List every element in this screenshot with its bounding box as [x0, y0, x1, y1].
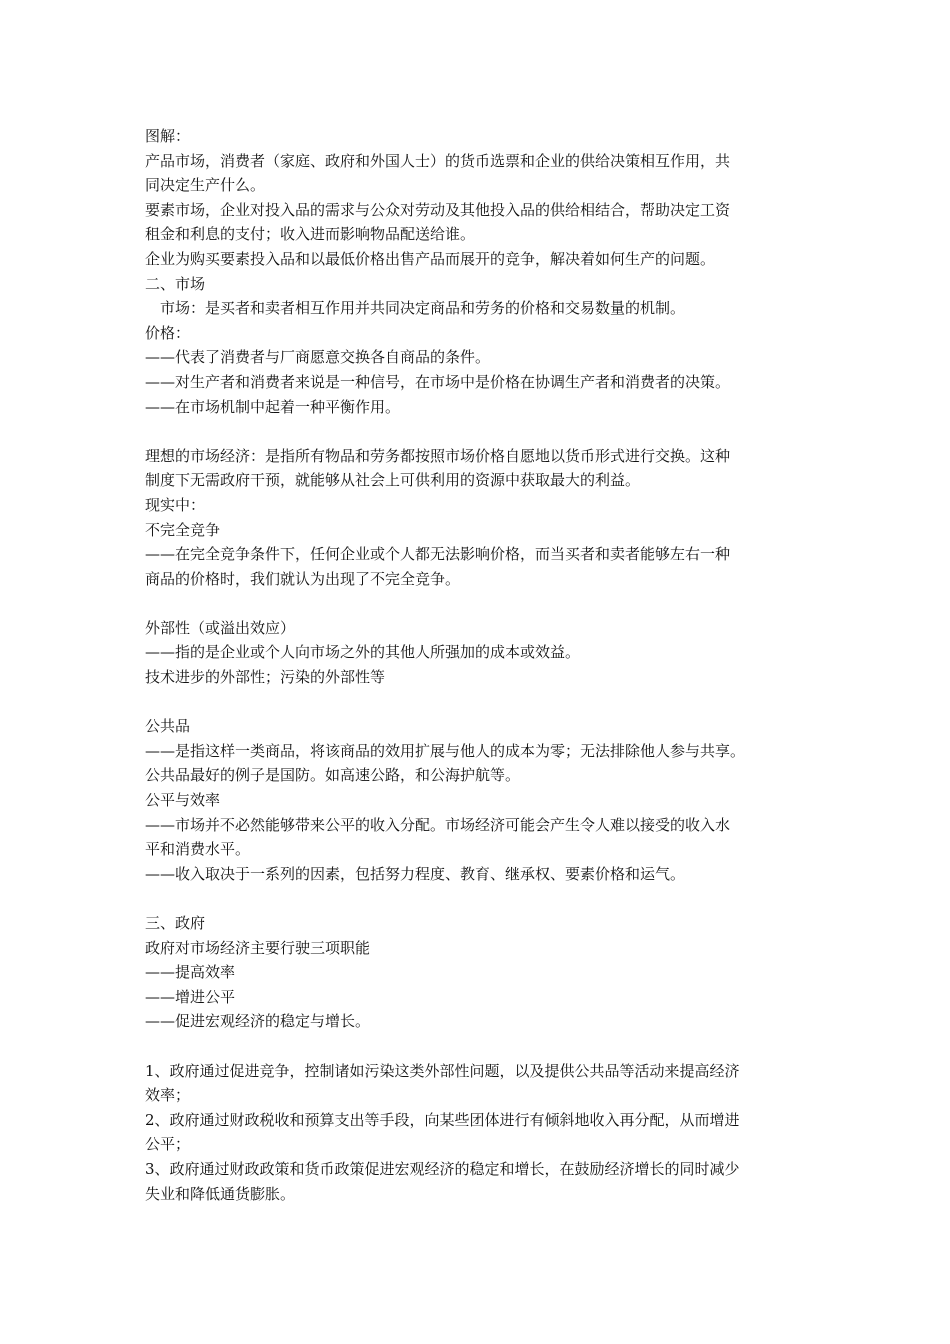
market-heading: 二、市场 — [145, 274, 206, 293]
public-goods-item: ——是指这样一类商品，将该商品的效用扩展与他人的成本为零；无法排除他人参与共享。 — [145, 741, 746, 760]
numbered-item-3-line-2: 失业和降低通货膨胀。 — [145, 1184, 296, 1203]
public-goods-heading: 公共品 — [145, 717, 191, 736]
competition-line: 企业为购买要素投入品和以最低价格出售产品而展开的竞争，解决着如何生产的问题。 — [145, 249, 716, 268]
blank-line — [145, 690, 825, 715]
blank-line — [145, 886, 825, 911]
numbered-item-1-line-1: 1、政府通过促进竞争，控制诸如污染这类外部性问题，以及提供公共品等活动来提高经济 — [145, 1061, 740, 1080]
document-page — [145, 124, 825, 1206]
blank-line — [145, 419, 825, 444]
externality-item: ——指的是企业或个人向市场之外的其他人所强加的成本或效益。 — [145, 643, 581, 662]
blank-line — [145, 1034, 825, 1059]
government-function: ——促进宏观经济的稳定与增长。 — [145, 1012, 371, 1031]
equity-line-3: ——收入取决于一系列的因素，包括努力程度、教育、继承权、要素价格和运气。 — [145, 864, 686, 883]
government-function: ——提高效率 — [145, 963, 236, 982]
externality-heading: 外部性（或溢出效应） — [145, 618, 296, 637]
numbered-item-2-line-2: 公平； — [145, 1135, 191, 1154]
ideal-market-line-1: 理想的市场经济：是指所有物品和劳务都按照市场价格自愿地以货币形式进行交换。这种 — [145, 446, 731, 465]
public-goods-example: 公共品最好的例子是国防。如高速公路，和公海护航等。 — [145, 766, 521, 785]
price-heading: 价格： — [145, 323, 191, 342]
externality-examples: 技术进步的外部性；污染的外部性等 — [145, 668, 386, 687]
price-item: ——在市场机制中起着一种平衡作用。 — [145, 397, 401, 416]
factor-market-line-1: 要素市场，企业对投入品的需求与公众对劳动及其他投入品的供给相结合，帮助决定工资 — [145, 200, 731, 219]
numbered-item-1-line-2: 效率； — [145, 1086, 191, 1105]
factor-market-line-2: 租金和利息的支付；收入进而影响物品配送给谁。 — [145, 225, 476, 244]
price-item: ——对生产者和消费者来说是一种信号，在市场中是价格在协调生产者和消费者的决策。 — [145, 372, 731, 391]
numbered-item-2-line-1: 2、政府通过财政税收和预算支出等手段，向某些团体进行有倾斜地收入再分配，从而增进 — [145, 1110, 740, 1129]
ideal-market-line-2: 制度下无需政府干预，就能够从社会上可供利用的资源中获取最大的利益。 — [145, 471, 641, 490]
price-item: ——代表了消费者与厂商愿意交换各自商品的条件。 — [145, 348, 491, 367]
market-definition: 市场：是买者和卖者相互作用并共同决定商品和劳务的价格和交易数量的机制。 — [160, 299, 686, 318]
government-intro: 政府对市场经济主要行驶三项职能 — [145, 938, 371, 957]
government-function: ——增进公平 — [145, 987, 236, 1006]
product-market-line-2: 同决定生产什么。 — [145, 176, 266, 195]
equity-heading: 公平与效率 — [145, 791, 221, 810]
product-market-line-1: 产品市场，消费者（家庭、政府和外国人士）的货币选票和企业的供给决策相互作用，共 — [145, 151, 731, 170]
equity-line-1: ——市场并不必然能够带来公平的收入分配。市场经济可能会产生令人难以接受的收入水 — [145, 815, 731, 834]
government-heading: 三、政府 — [145, 914, 206, 932]
equity-line-2: 平和消费水平。 — [145, 840, 251, 859]
illustration-heading: 图解： — [145, 127, 191, 145]
imperfect-competition-line-2: 商品的价格时，我们就认为出现了不完全竞争。 — [145, 569, 461, 588]
blank-line — [145, 591, 825, 616]
imperfect-competition-line-1: ——在完全竞争条件下，任何企业或个人都无法影响价格，而当买者和卖者能够左右一种 — [145, 545, 731, 564]
imperfect-competition-heading: 不完全竞争 — [145, 520, 221, 539]
numbered-item-3-line-1: 3、政府通过财政政策和货币政策促进宏观经济的稳定和增长，在鼓励经济增长的同时减少 — [145, 1159, 740, 1178]
reality-label: 现实中： — [145, 495, 206, 514]
